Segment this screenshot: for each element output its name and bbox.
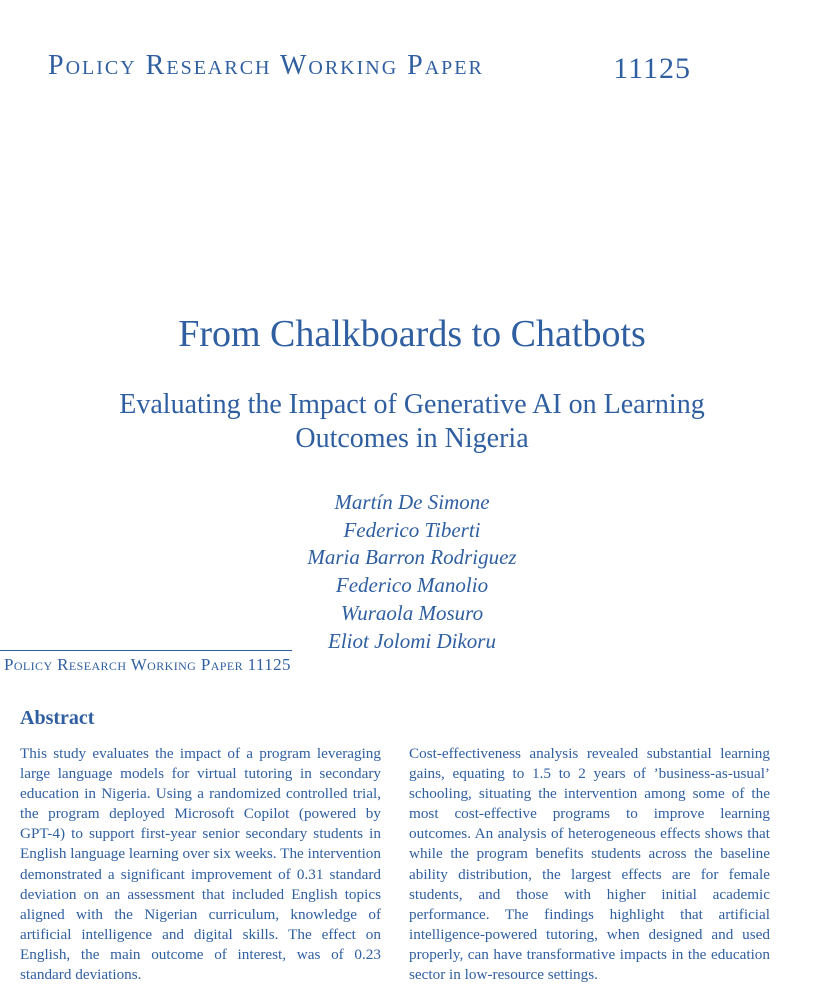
series-header: Policy Research Working Paper [48,50,484,81]
abstract-right-column: Cost-effectiveness analysis revealed substantial learning gains, equating to 1.5 to 2 years of ’business-as-usual’ schooling, situating the intervention among some of the most cost-effective programs to improve learning outcomes. An analysis of heterogeneous effects shows that while the program benefits students across the baseline ability distribution, the largest effects are for female students, and those with higher initial academic performance. The findings highlight that artificial intelligence-powered tutoring, when designed and used properly, can have transformative impacts in the education sector in low-resource settings. [409,745,770,984]
author-name: Federico Tiberti [343,517,481,542]
footer-series-line: Policy Research Working Paper 11125 [4,655,291,674]
author-name: Federico Manolio [335,573,489,598]
footer-divider [0,650,292,651]
author-name: Wuraola Mosuro [340,600,484,625]
series-number: 11125 [613,52,691,85]
paper-title: From Chalkboards to Chatbots [178,313,646,355]
abstract-left-column: This study evaluates the impact of a program leveraging large language models for virtual tutoring in secondary education in Nigeria. Using a randomized controlled trial, the program deployed Microsoft Copilot (powered by GPT-4) to support first-year senior secondary students in English language learning over six weeks. The intervention demonstrated a significant improvement of 0.31 standard deviation on an assessment that included English topics aligned with the Nigerian curriculum, knowledge of artificial intelligence and digital skills. The effect on English, the main outcome of interest, was of 0.23 standard deviations. [20,745,381,984]
abstract-heading: Abstract [20,707,95,729]
author-name: Maria Barron Rodriguez [307,545,517,570]
paper-subtitle: Evaluating the Impact of Generative AI on Learning Outcomes in Nigeria [119,389,705,454]
author-list [0,489,824,653]
author-name: Martín De Simone [334,490,490,514]
author-name: Eliot Jolomi Dikoru [328,628,496,653]
